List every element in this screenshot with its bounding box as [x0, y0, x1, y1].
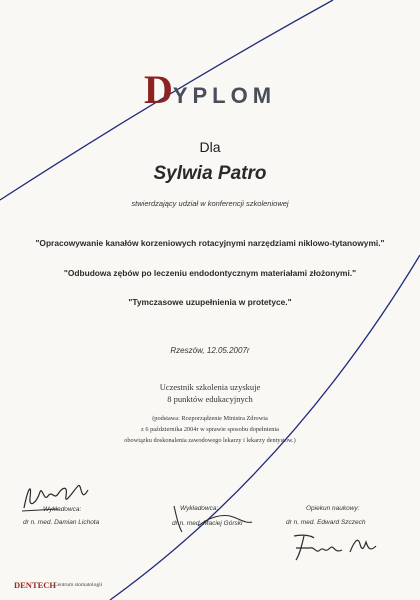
attendance-statement: stwierdzający udział w konferencji szkoleniowej	[131, 199, 289, 208]
points-line-1: Uczestnik szkolenia uzyskuje	[159, 382, 261, 392]
points-line-2: 8 punktów edukacyjnych	[167, 394, 253, 404]
role-scientific-supervisor: Opiekun naukowy:	[306, 505, 360, 512]
role-lecturer-2: Wykładowca:	[180, 505, 219, 512]
title-first-letter: D	[143, 67, 173, 112]
diploma-title	[0, 66, 420, 113]
basis-line-2: z 6 października 2004r w sprawie sposobu dopełnienia	[141, 426, 279, 433]
topic-2: "Odbudowa zębów po leczeniu endodontycznym materiałami złożonymi."	[63, 268, 357, 278]
title-rest: YPLOM	[172, 83, 277, 108]
topic-3: "Tymczasowe uzupełnienia w protetyce."	[128, 297, 292, 307]
basis-line-1: (podstawa: Rozporządzenie Ministra Zdrowia	[152, 415, 268, 422]
name-lecturer-2: dr n. med. Maciej Górski	[172, 520, 243, 527]
dentech-tagline: Centrum stomatologii	[54, 582, 103, 588]
for-label: Dla	[199, 139, 221, 155]
recipient-name: Sylwia Patro	[153, 163, 267, 184]
role-lecturer-1: Wykładowca:	[43, 506, 82, 513]
signature-szczech	[290, 528, 390, 564]
dentech-logo: DENTECH	[14, 580, 57, 590]
name-scientific-supervisor: dr n. med. Edward Szczech	[286, 519, 366, 526]
topic-1: "Opracowywanie kanałów korzeniowych rotacyjnymi narzędziami niklowo-tytanowymi."	[35, 238, 385, 248]
name-lecturer-1: dr n. med. Damian Lichota	[23, 519, 100, 526]
signature-gorski	[168, 496, 258, 536]
basis-line-3: obowiązku doskonalenia zawodowego lekarzy i lekarzy dentystów.)	[124, 437, 296, 444]
place-date: Rzeszów, 12.05.2007r	[170, 346, 250, 355]
